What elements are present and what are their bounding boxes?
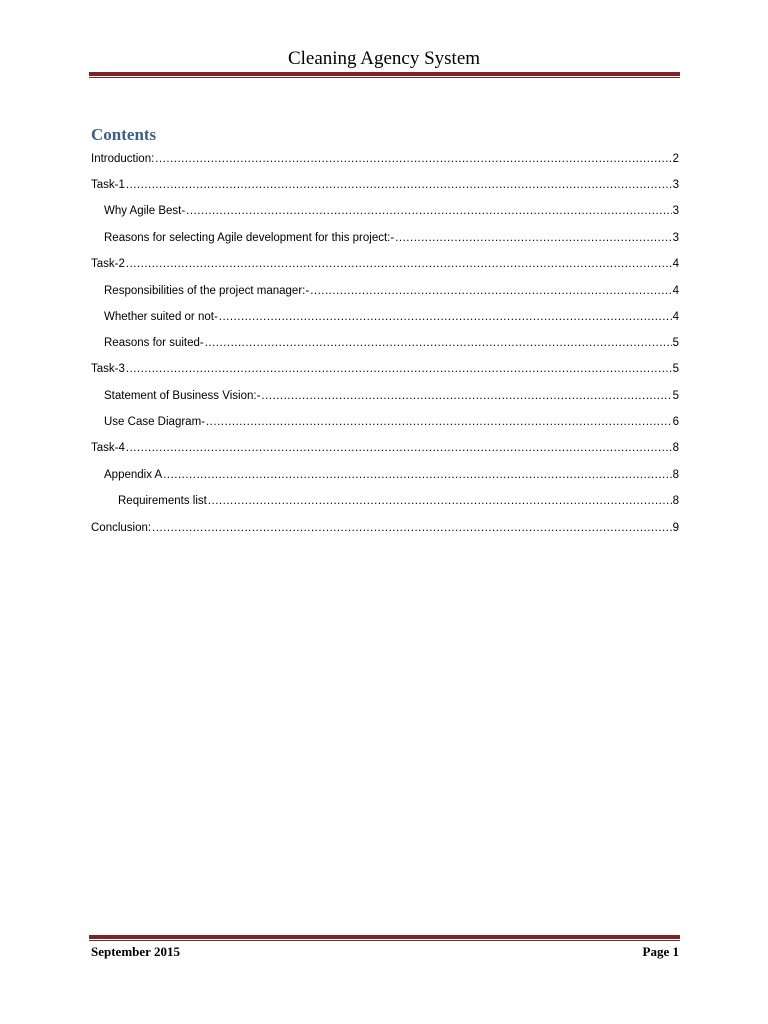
toc-entry-requirements-list[interactable] — [91, 492, 679, 510]
toc-entry-introduction[interactable] — [91, 150, 679, 168]
toc-entry-page: 8 — [672, 442, 679, 454]
toc-entry-why-agile-best[interactable] — [91, 202, 679, 220]
header-rule — [89, 72, 680, 78]
toc-leader — [261, 387, 671, 405]
toc-entry-label: Statement of Business Vision:- — [104, 390, 261, 402]
toc-entry-page: 5 — [672, 363, 679, 375]
toc-leader — [205, 334, 672, 352]
header-title: Cleaning Agency System — [287, 48, 481, 69]
footer-rule — [89, 935, 680, 941]
toc-entry-label: Task-1 — [91, 179, 125, 191]
toc-leader — [206, 413, 672, 431]
toc-entry-appendix-a[interactable] — [91, 466, 679, 484]
toc-entry-label: Conclusion: — [91, 522, 152, 534]
toc-entry-page: 4 — [672, 258, 679, 270]
toc-leader — [395, 229, 671, 247]
toc-entry-label: Task-2 — [91, 258, 125, 270]
toc-entry-page: 5 — [672, 390, 679, 402]
toc-entry-label: Reasons for selecting Agile development for this project:- — [104, 232, 395, 244]
toc-leader — [186, 202, 671, 220]
toc-entry-page: 4 — [672, 311, 679, 323]
toc-entry-task-4[interactable] — [91, 439, 679, 457]
toc-entry-page: 5 — [672, 337, 679, 349]
toc-leader — [126, 360, 672, 378]
toc-entry-label: Responsibilities of the project manager:- — [104, 285, 310, 297]
toc-leader — [126, 176, 672, 194]
toc-leader — [126, 439, 672, 457]
toc-leader — [163, 466, 671, 484]
footer-date: September 2015 — [91, 944, 180, 959]
toc-leader — [155, 150, 671, 168]
toc-entry-label: Whether suited or not- — [104, 311, 218, 323]
toc-entry-page: 3 — [672, 179, 679, 191]
toc-leader — [126, 255, 672, 273]
toc-entry-label: Why Agile Best- — [104, 205, 186, 217]
toc-entry-conclusion[interactable] — [91, 519, 679, 537]
toc-entry-page: 3 — [672, 232, 679, 244]
toc-entry-label: Use Case Diagram- — [104, 416, 205, 428]
toc-entry-label: Introduction: — [91, 153, 155, 165]
toc-leader — [310, 282, 671, 300]
toc-entry-task-3[interactable] — [91, 360, 679, 378]
toc-entry-reasons-suited[interactable] — [91, 334, 679, 352]
toc-entry-page: 8 — [672, 469, 679, 481]
toc-leader — [219, 308, 672, 326]
toc-entry-reasons-agile[interactable] — [91, 229, 679, 247]
toc-entry-label: Task-3 — [91, 363, 125, 375]
toc-entry-task-1[interactable] — [91, 176, 679, 194]
toc-entry-page: 4 — [672, 285, 679, 297]
toc-heading: Contents — [91, 125, 157, 144]
toc-entry-label: Reasons for suited- — [104, 337, 204, 349]
toc-entry-task-2[interactable] — [91, 255, 679, 273]
toc-entry-page: 6 — [672, 416, 679, 428]
toc-leader — [208, 492, 672, 510]
toc-leader — [152, 519, 672, 537]
toc-entry-label: Requirements list — [118, 495, 207, 507]
toc-entry-page: 3 — [672, 205, 679, 217]
toc-entry-whether-suited[interactable] — [91, 308, 679, 326]
footer-page-number: Page 1 — [642, 944, 679, 959]
toc-entry-business-vision[interactable] — [91, 387, 679, 405]
toc-entry-label: Appendix A — [104, 469, 163, 481]
toc-entry-label: Task-4 — [91, 442, 125, 454]
toc-entry-page: 8 — [672, 495, 679, 507]
toc-entry-page: 9 — [672, 522, 679, 534]
toc-entry-page: 2 — [672, 153, 679, 165]
toc-entry-use-case-diagram[interactable] — [91, 413, 679, 431]
toc-entry-responsibilities[interactable] — [91, 282, 679, 300]
